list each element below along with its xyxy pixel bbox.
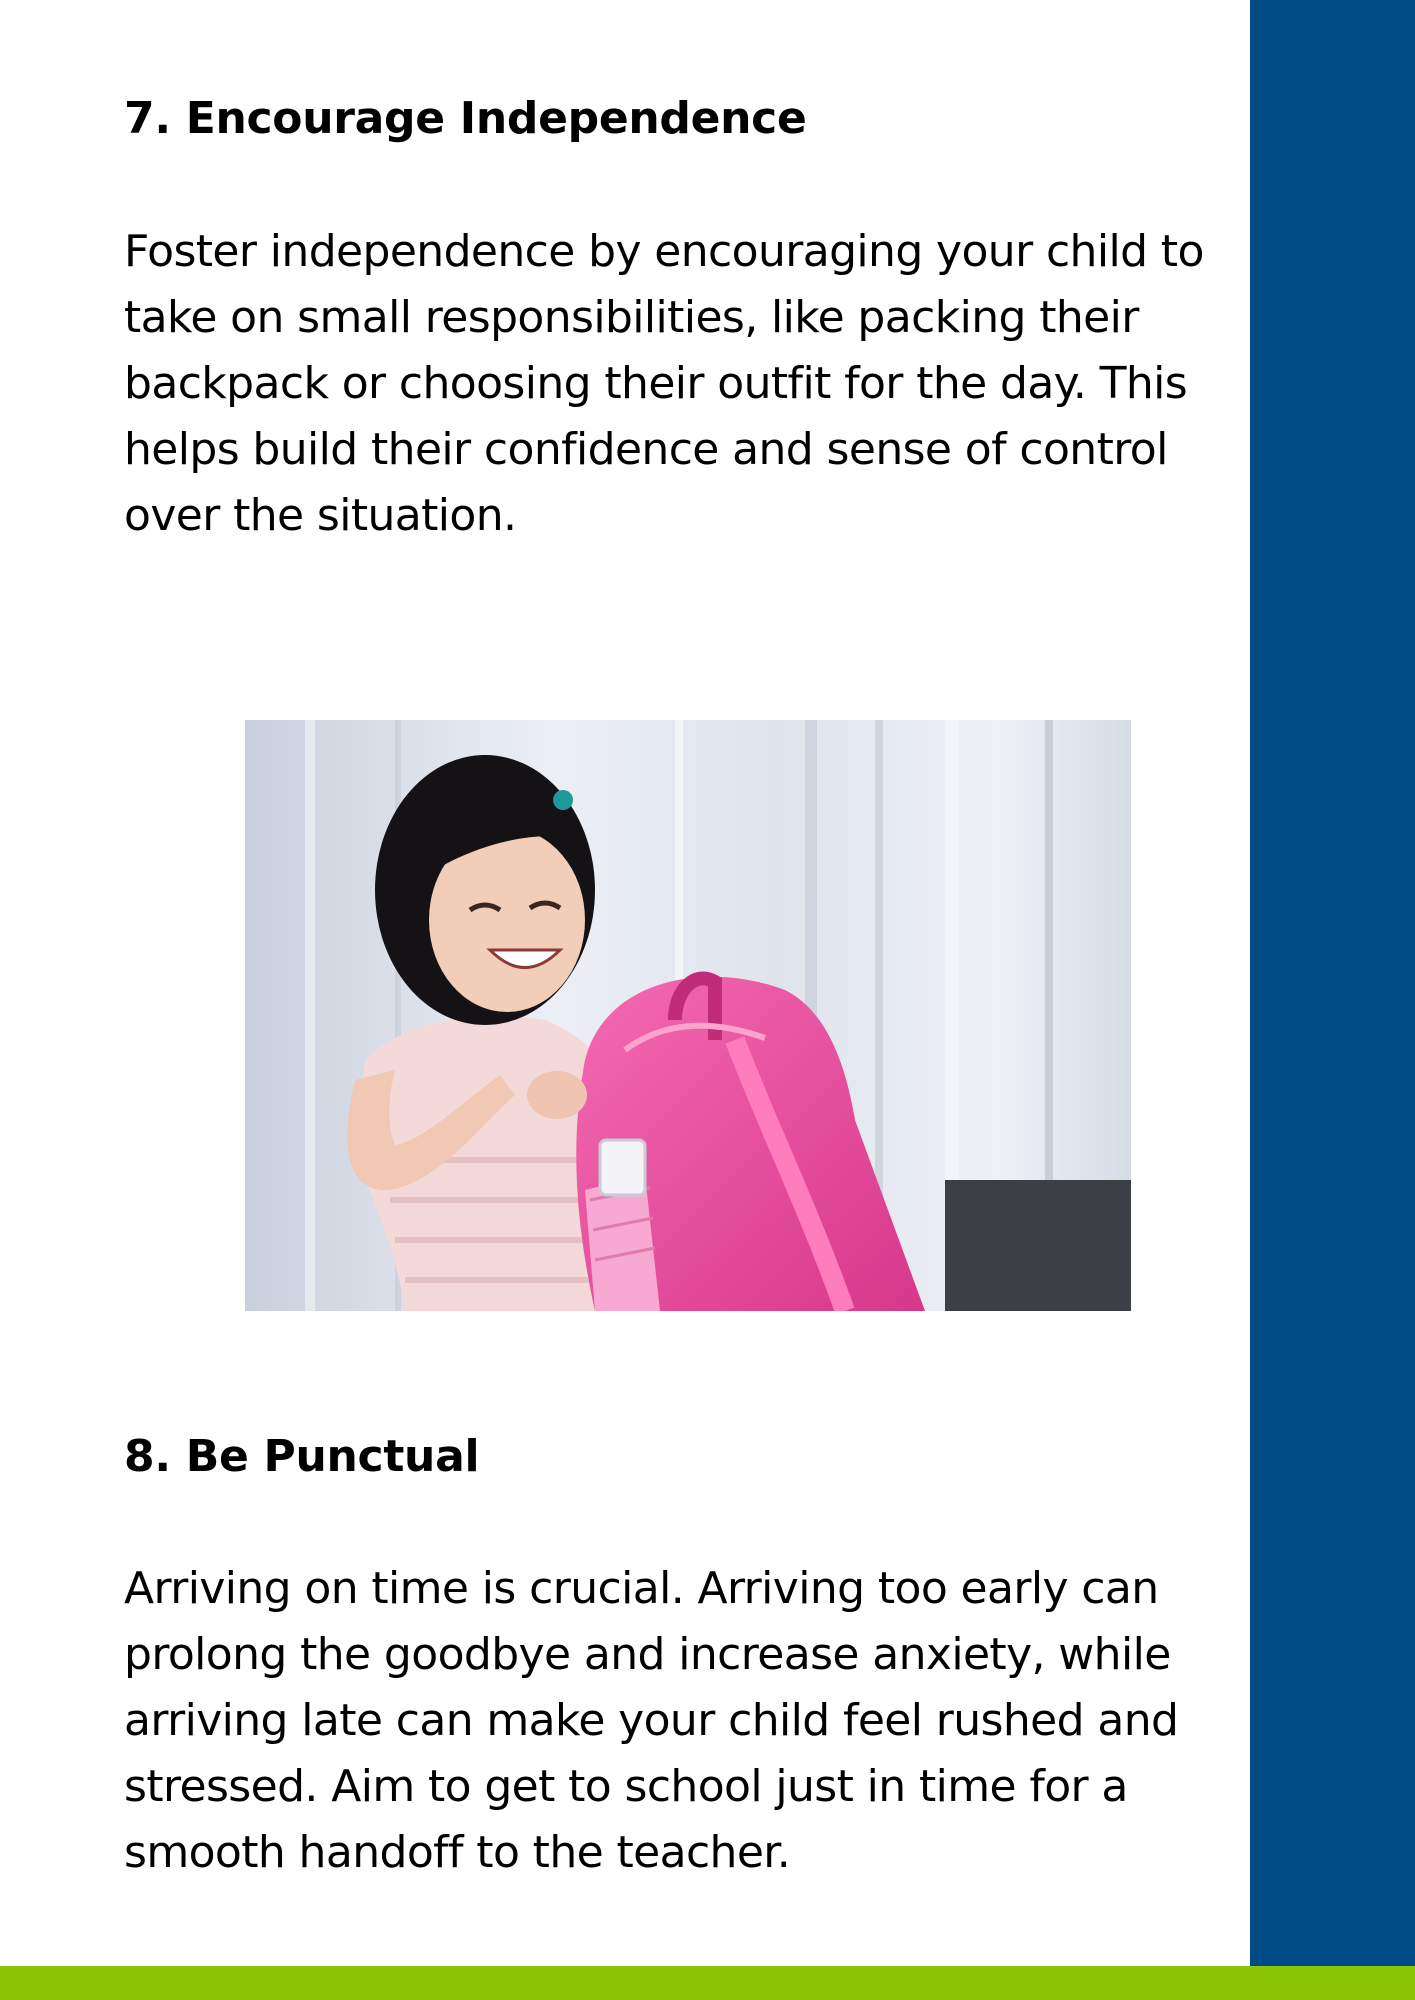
sidebar-accent-band (1250, 0, 1415, 1966)
section-8-heading: 8. Be Punctual (124, 1431, 480, 1482)
child-packing-backpack-photo (245, 720, 1131, 1311)
section-8-body: Arriving on time is crucial. Arriving too early can prolong the goodbye and increase anxiety, while arriving late can make your child feel rushed and stressed. Aim to get to school just in time for a smooth handoff to the teacher. (124, 1563, 1179, 1878)
section-7-heading: 7. Encourage Independence (124, 93, 807, 144)
section-7-body: Foster independence by encouraging your child to take on small responsibilities, like packing their backpack or choosing their outfit for the day. This helps build their confidence and sense of control over the situation. (124, 226, 1204, 541)
bottom-accent-band (0, 1966, 1415, 2000)
